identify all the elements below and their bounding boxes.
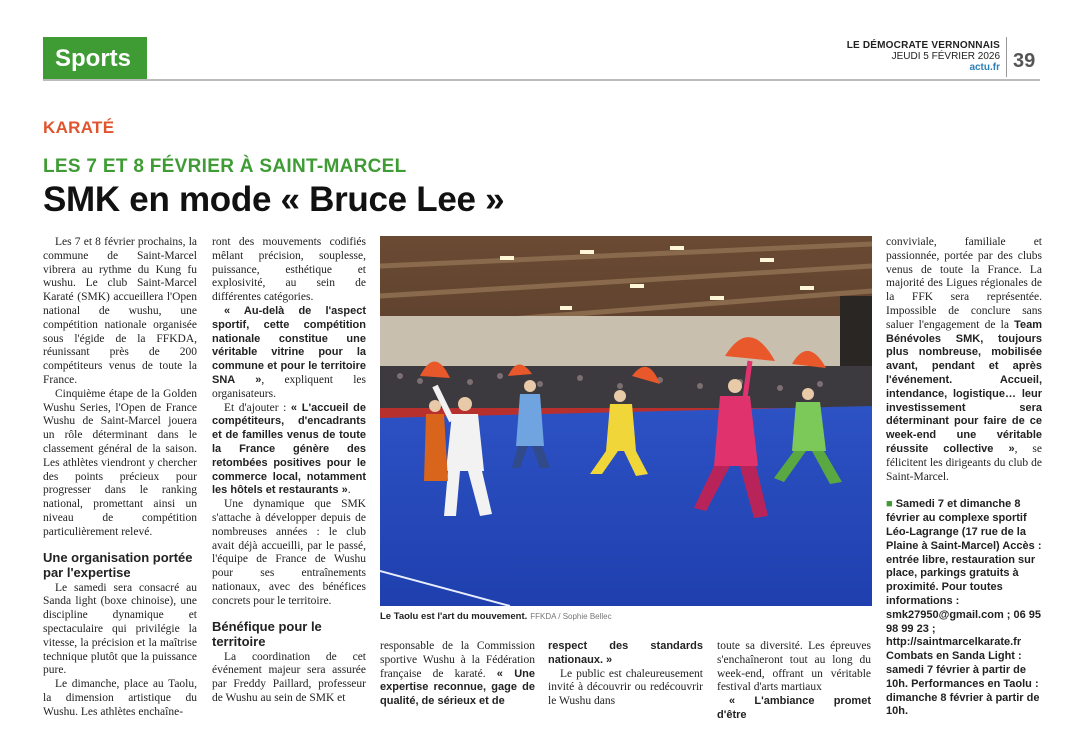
paragraph-text: Et d'ajouter :	[224, 401, 291, 414]
quote: Team Bénévoles SMK, toujours plus nombreuse, mobilisée avant, pendant et après l'événement. Accueil, intendance, logistique… leur investissement sera déterminant pour faire de ce week-end une véritable réussite collective »	[886, 318, 1042, 455]
paragraph: toute sa diversité. Les épreuves s'enchaîneront tout au long du week-end, offrant un véritable festival d'arts martiaux	[717, 640, 871, 694]
article-rubric: KARATÉ	[43, 118, 115, 137]
quote: « L'accueil de compétiteurs, d'encadrants et de familles venus de toute la France génère des retombées positives pour le commerce local, notamment les hôtels et restaurants »	[212, 401, 366, 497]
paragraph	[548, 640, 703, 668]
paper-date: JEUDI 5 FÉVRIER 2026	[891, 51, 1000, 62]
paragraph-text: .	[347, 484, 351, 497]
paragraph: Le dimanche, place au Taolu, la dimension artistique du Wushu. Les athlètes enchaîne-	[43, 678, 197, 718]
article-photo	[380, 236, 872, 606]
paragraph-text: responsable de la Commission sportive Wushu à la Fédération française de karaté.	[380, 640, 535, 680]
subheading: Une organisation portée par l'expertise	[43, 549, 193, 580]
photo-caption	[380, 611, 612, 622]
event-info-box	[886, 498, 1042, 719]
article-title: SMK en mode « Bruce Lee »	[43, 180, 505, 219]
paragraph: Cinquième étape de la Golden Wushu Series, l'Open de France Wushu de Saint-Marcel jouera un rôle déterminant dans le classement général de la saison. Les athlètes viendront y chercher des points précieux pour progresser dans le ranking national, promettant ainsi un niveau de compétition particulièrement relevé.	[43, 387, 197, 538]
paragraph: Le samedi sera consacré au Sanda light (boxe chinoise), une discipline dynamique et spectaculaire qui privilégie la vitesse, la précision et la maîtrise technique plutôt que la puissance pure.	[43, 581, 197, 677]
article-column-1	[43, 236, 197, 720]
square-bullet-icon: ■	[886, 498, 893, 511]
article-column-2	[212, 236, 366, 706]
article-column-3	[380, 640, 535, 709]
paragraph: La coordination de cet événement majeur sera assurée par Freddy Paillard, professeur de Wushu au sein de SMK et	[212, 650, 366, 704]
photo-credit: FFKDA / Sophie Bellec	[530, 612, 612, 621]
article-column-6	[886, 236, 1042, 719]
article-kicker: LES 7 ET 8 FÉVRIER À SAINT-MARCEL	[43, 156, 407, 177]
paragraph	[380, 640, 535, 709]
event-info-text: Samedi 7 et dimanche 8 février au complexe sportif Léo-Lagrange (17 rue de la Plaine à Saint-Marcel) Accès : entrée libre, restauration sur place, parkings gratuits à proximité. Pour toutes informations : smk27950@gmail.com ; 06 95 98 99 23 ; http://saintmarcelkarate.fr Combats en Sanda Light : samedi 7 février à partir de 10h. Performances en Taolu : dimanche 8 février à partir de 10h.	[886, 498, 1042, 718]
paragraph-text: , expliquent les organisateurs.	[212, 373, 366, 400]
section-tag: Sports	[43, 37, 147, 80]
paragraph	[212, 402, 366, 499]
quote: respect des standards nationaux. »	[548, 640, 703, 666]
article-column-4	[548, 640, 703, 709]
wushu-photo-illustration	[380, 236, 872, 606]
paper-site: actu.fr	[969, 62, 1000, 73]
paragraph	[212, 305, 366, 402]
paragraph	[717, 695, 871, 723]
quote: « Une expertise reconnue, gage de qualité, de sérieux et de	[380, 667, 535, 708]
subheading: Bénéfique pour le territoire	[212, 618, 322, 649]
page-number: 39	[1013, 50, 1036, 72]
quote: « L'ambiance promet d'être	[717, 695, 871, 721]
quote: « Au-delà de l'aspect sportif, cette compétition nationale constitue une véritable vitrine pour la commune et pour le territoire SNA »	[212, 304, 366, 386]
paragraph: Le public est chaleureusement invité à découvrir ou redécouvrir le Wushu dans	[548, 667, 703, 708]
paragraph	[886, 236, 1042, 484]
paragraph-text: , se félicitent les dirigeants du club de Saint-Marcel.	[886, 442, 1042, 483]
page-divider	[1006, 37, 1007, 77]
paragraph-text: conviviale, familiale et passionnée, portée par des clubs venus de toute la France. La majorité des Ligues régionales de la FFK sera représentée. Impossible de conclure sans saluer l'engagement de la	[886, 236, 1042, 331]
paragraph: Une dynamique que SMK s'attache à développer depuis de nombreuses années : le club avait déjà accueilli, par le passé, l'équipe de France de Wushu pour ses entraînements nationaux, avec des bénéfices concrets pour le territoire.	[212, 498, 366, 607]
caption-text: Le Taolu est l'art du mouvement.	[380, 611, 528, 622]
paragraph: Les 7 et 8 février prochains, la commune de Saint-Marcel vibrera au rythme du Kung fu wushu. Le club Saint-Marcel Karaté (SMK) accueillera l'Open national de wushu, une compétition nationale organisée sous l'égide de la FFKDA, réunissant près de 200 compétiteurs venus de toute la France.	[43, 236, 197, 386]
article-column-5	[717, 640, 871, 723]
paragraph: ront des mouvements codifiés mêlant précision, souplesse, puissance, esthétique et explosivité, au sein de différentes catégories.	[212, 236, 366, 304]
header-rule	[43, 79, 1040, 81]
paper-name: LE DÉMOCRATE VERNONNAIS	[846, 40, 1000, 51]
paper-info	[847, 40, 1000, 73]
